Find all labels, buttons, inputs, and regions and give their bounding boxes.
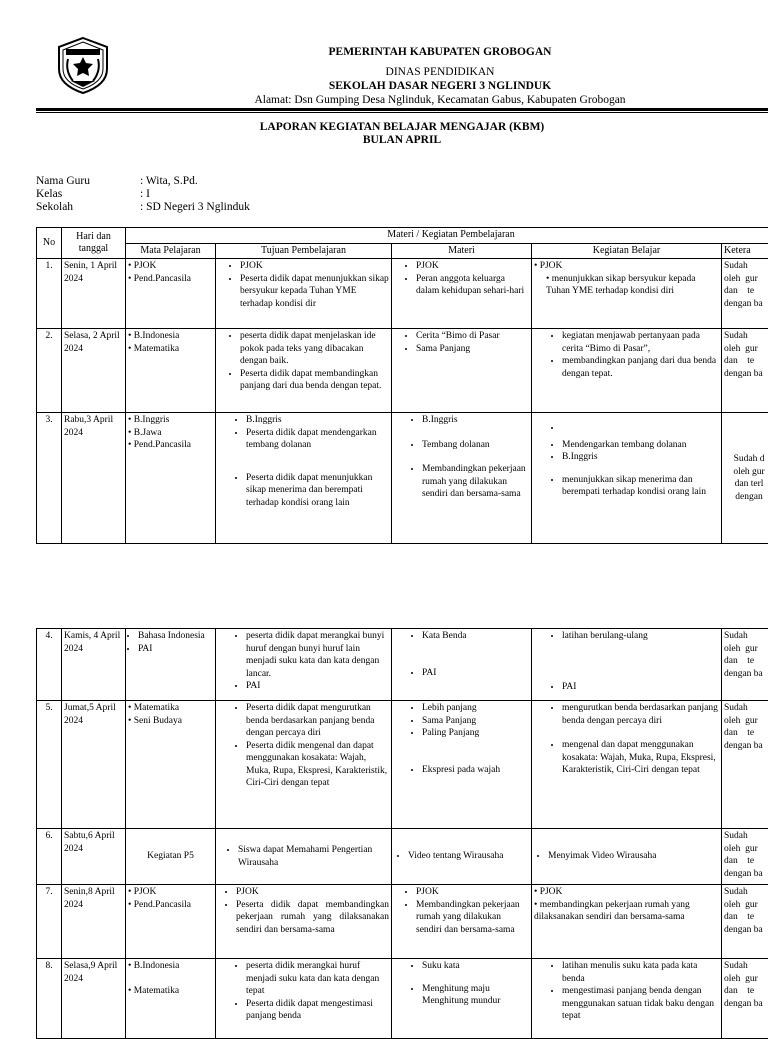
row-no: 1. bbox=[37, 259, 62, 329]
list-item: • peserta didik dapat merangkai bunyi huruf dengan bunyi huruf lain menjadi suku kata dan kata dengan lancar. bbox=[246, 630, 389, 680]
identity-guru bbox=[36, 175, 198, 188]
list-item: • Kata Benda bbox=[422, 630, 529, 643]
list-item: • PJOK bbox=[534, 260, 719, 273]
list-item: • Mendengarkan tembang dolanan bbox=[562, 439, 719, 452]
col-header-hari: Hari dan tanggal bbox=[62, 228, 126, 259]
list-item: • Peserta didik dapat menunjukkan sikap bersyukur kepada Tuhan YME terhadap kondisi dir bbox=[240, 273, 389, 311]
list-item: • Sama Panjang bbox=[422, 715, 529, 728]
list-item: • B.Inggris bbox=[422, 414, 529, 427]
row-hari: Selasa, 2 April 2024 bbox=[62, 329, 126, 413]
sekolah-label: Sekolah bbox=[36, 201, 140, 214]
list-item: • Pend.Pancasila bbox=[128, 273, 213, 286]
table-row bbox=[37, 701, 768, 829]
table-row bbox=[37, 259, 768, 329]
report-title: LAPORAN KEGIATAN BELAJAR MENGAJAR (KBM) bbox=[36, 121, 768, 134]
header-rule-thick bbox=[36, 108, 768, 111]
list-item: • peserta didik dapat menjelaskan ide pokok pada teks yang dibacakan dengan baik. bbox=[240, 330, 389, 368]
list-item: • Peserta didik dapat mengurutkan benda berdasarkan panjang benda dengan percaya diri bbox=[246, 702, 389, 740]
header-department: DINAS PENDIDIKAN bbox=[120, 65, 760, 79]
list-item: • PJOK bbox=[416, 260, 529, 273]
list-item: • kegiatan menjawab pertanyaan pada cerita “Bimo di Pasar”, bbox=[562, 330, 719, 355]
list-item: • Menyimak Video Wirausaha bbox=[548, 850, 719, 863]
list-item: • B.Inggris bbox=[562, 451, 719, 464]
row-materi bbox=[392, 829, 532, 885]
row-materi bbox=[392, 413, 532, 544]
list-item: • Peserta didik dapat mendengarkan tembang dolanan bbox=[246, 427, 389, 452]
list-item: • peserta didik merangkai huruf menjadi suku kata dan kata dengan tepat bbox=[246, 960, 389, 998]
row-kegiatan bbox=[532, 701, 722, 829]
list-item: • Ekspresi pada wajah bbox=[422, 764, 529, 777]
header-school: SEKOLAH DASAR NEGERI 3 NGLINDUK bbox=[120, 79, 760, 93]
row-materi bbox=[392, 959, 532, 1039]
guru-label: Nama Guru bbox=[36, 175, 140, 188]
list-item: • Peserta didik dapat membandingkan pekerjaan rumah yang dilaksanakan sendiri dan bersama-sama bbox=[236, 899, 389, 937]
row-no: 5. bbox=[37, 701, 62, 829]
list-item: • Matematika bbox=[128, 343, 213, 356]
table-row bbox=[37, 959, 768, 1039]
row-hari: Senin, 1 April 2024 bbox=[62, 259, 126, 329]
row-no: 2. bbox=[37, 329, 62, 413]
col-header-keterangan: Ketera bbox=[722, 243, 768, 259]
row-keterangan: Sudah oleh gur dan te dengan ba bbox=[722, 701, 768, 829]
identity-kelas bbox=[36, 188, 150, 201]
row-tujuan bbox=[216, 413, 392, 544]
row-hari: Sabtu,6 April 2024 bbox=[62, 829, 126, 885]
row-materi bbox=[392, 329, 532, 413]
row-mapel bbox=[126, 701, 216, 829]
list-item bbox=[562, 422, 719, 435]
list-item: • latihan berulang-ulang bbox=[562, 630, 719, 643]
row-kegiatan bbox=[532, 959, 722, 1039]
row-no: 6. bbox=[37, 829, 62, 885]
row-hari: Rabu,3 April 2024 bbox=[62, 413, 126, 544]
kbm-table-part2 bbox=[36, 628, 768, 1039]
list-item: • mengestimasi panjang benda dengan menggunakan satuan tidak baku dengan tepat bbox=[562, 985, 719, 1023]
row-hari: Selasa,9 April 2024 bbox=[62, 959, 126, 1039]
list-item: • Pend.Pancasila bbox=[128, 439, 213, 452]
list-item: • Matematika bbox=[128, 702, 213, 715]
kbm-table-part1 bbox=[36, 227, 768, 544]
col-header-mapel: Mata Pelajaran bbox=[126, 243, 216, 259]
row-mapel bbox=[126, 259, 216, 329]
list-item: • PAI bbox=[138, 643, 213, 656]
list-item: • menunjukkan sikap menerima dan berempati terhadap kondisi orang lain bbox=[562, 474, 719, 499]
row-tujuan bbox=[216, 701, 392, 829]
list-item: • PJOK bbox=[416, 886, 529, 899]
list-item: • Sama Panjang bbox=[416, 343, 529, 356]
list-item: • Paling Panjang bbox=[422, 727, 529, 740]
row-tujuan bbox=[216, 829, 392, 885]
list-item: • PAI bbox=[246, 680, 389, 693]
list-item: • Tembang dolanan bbox=[422, 439, 529, 452]
list-item: • PAI bbox=[422, 667, 529, 680]
row-no: 7. bbox=[37, 885, 62, 959]
table-row bbox=[37, 629, 768, 701]
list-item: • Video tentang Wirausaha bbox=[408, 850, 529, 863]
list-item: • Peserta didik mengenal dan dapat menggunakan kosakata: Wajah, Muka, Rupa, Ekspresi, Karakteristik, Ciri-Ciri dengan tepat bbox=[246, 740, 389, 790]
list-item: • B.Indonesia bbox=[128, 960, 213, 973]
list-item: • Seni Budaya bbox=[128, 715, 213, 728]
row-keterangan: Sudah oleh gur dan te dengan ba bbox=[722, 629, 768, 701]
row-keterangan: Sudah oleh gur dan te dengan ba bbox=[722, 259, 768, 329]
list-item: • PAI bbox=[562, 681, 719, 694]
row-hari: Kamis, 4 April 2024 bbox=[62, 629, 126, 701]
row-kegiatan bbox=[532, 829, 722, 885]
list-item: • Siswa dapat Memahami Pengertian Wirausaha bbox=[238, 844, 389, 869]
col-header-materi: Materi bbox=[392, 243, 532, 259]
sekolah-value: : SD Negeri 3 Nglinduk bbox=[140, 201, 250, 213]
list-item: • Peserta didik dapat membandingkan panjang dari dua benda dengan tepat. bbox=[240, 368, 389, 393]
row-keterangan: Sudah oleh gur dan te dengan ba bbox=[722, 329, 768, 413]
list-item: • B.Indonesia bbox=[128, 330, 213, 343]
list-item: • PJOK bbox=[128, 886, 213, 899]
row-no: 4. bbox=[37, 629, 62, 701]
row-tujuan bbox=[216, 329, 392, 413]
row-mapel bbox=[126, 329, 216, 413]
row-materi bbox=[392, 259, 532, 329]
list-item: • Pend.Pancasila bbox=[128, 899, 213, 912]
list-item: • Membandingkan pekerjaan rumah yang dilakukan sendiri dan bersama-sama bbox=[422, 463, 529, 501]
list-item: • B.Inggris bbox=[246, 414, 389, 427]
table-row bbox=[37, 329, 768, 413]
table-row bbox=[37, 885, 768, 959]
row-mapel bbox=[126, 629, 216, 701]
kelas-label: Kelas bbox=[36, 188, 140, 201]
list-item: • Peran anggota keluarga dalam kehidupan sehari-hari bbox=[416, 273, 529, 298]
row-mapel: Kegiatan P5 bbox=[126, 829, 216, 885]
col-header-no: No bbox=[37, 228, 62, 259]
list-item: • Bahasa Indonesia bbox=[138, 630, 213, 643]
row-keterangan: Sudah oleh gur dan te dengan ba bbox=[722, 959, 768, 1039]
list-item: • Peserta didik dapat mengestimasi panjang benda bbox=[246, 998, 389, 1023]
row-tujuan bbox=[216, 959, 392, 1039]
list-item: • Suku kata bbox=[422, 960, 529, 973]
list-item: • B.Inggris bbox=[128, 414, 213, 427]
list-item: • B.Jawa bbox=[128, 427, 213, 440]
list-item: • PJOK bbox=[236, 886, 389, 899]
list-item: • menunjukkan sikap bersyukur kepada Tuhan YME terhadap kondisi diri bbox=[534, 273, 719, 298]
row-tujuan bbox=[216, 885, 392, 959]
table-row bbox=[37, 413, 768, 544]
list-item: • PJOK bbox=[240, 260, 389, 273]
list-item: • mengenal dan dapat menggunakan kosakata: Wajah, Muka, Rupa, Ekspresi, Karakteristik, Ciri-Ciri dengan tepat bbox=[562, 739, 719, 777]
col-header-tujuan: Tujuan Pembelajaran bbox=[216, 243, 392, 259]
list-item: • Lebih panjang bbox=[422, 702, 529, 715]
header-address: Alamat: Dsn Gumping Desa Nglinduk, Kecamatan Gabus, Kabupaten Grobogan bbox=[120, 93, 760, 107]
row-tujuan bbox=[216, 259, 392, 329]
identity-sekolah bbox=[36, 201, 250, 214]
row-kegiatan bbox=[532, 329, 722, 413]
row-no: 8. bbox=[37, 959, 62, 1039]
col-header-group: Materi / Kegiatan Pembelajaran bbox=[126, 228, 768, 244]
row-keterangan: Sudah oleh gur dan te dengan ba bbox=[722, 885, 768, 959]
row-materi bbox=[392, 885, 532, 959]
list-item: • Peserta didik dapat menunjukkan sikap menerima dan berempati terhadap kondisi orang lain bbox=[246, 472, 389, 510]
table-row bbox=[37, 829, 768, 885]
row-tujuan bbox=[216, 629, 392, 701]
row-kegiatan bbox=[532, 259, 722, 329]
row-hari: Jumat,5 April 2024 bbox=[62, 701, 126, 829]
list-item: • Matematika bbox=[128, 985, 213, 998]
row-no: 3. bbox=[37, 413, 62, 544]
report-subtitle: BULAN APRIL bbox=[36, 134, 768, 147]
row-kegiatan bbox=[532, 629, 722, 701]
grobogan-emblem-logo bbox=[53, 35, 113, 95]
list-item: • Menghitung maju Menghitung mundur bbox=[422, 983, 529, 1008]
header-government: PEMERINTAH KABUPATEN GROBOGAN bbox=[120, 45, 760, 59]
kelas-value: : I bbox=[140, 188, 150, 200]
row-kegiatan bbox=[532, 885, 722, 959]
list-item: • Membandingkan pekerjaan rumah yang dilakukan sendiri dan bersama-sama bbox=[416, 899, 529, 937]
list-item: • PJOK bbox=[128, 260, 213, 273]
row-mapel bbox=[126, 959, 216, 1039]
col-header-kegiatan: Kegiatan Belajar bbox=[532, 243, 722, 259]
list-item: • membandingkan pekerjaan rumah yang dilaksanakan sendiri dan bersama-sama bbox=[534, 899, 719, 924]
list-item: • membandingkan panjang dari dua benda dengan tepat. bbox=[562, 355, 719, 380]
guru-value: : Wita, S.Pd. bbox=[140, 175, 198, 187]
list-item: • latihan menulis suku kata pada kata benda bbox=[562, 960, 719, 985]
row-mapel bbox=[126, 413, 216, 544]
row-kegiatan bbox=[532, 413, 722, 544]
row-keterangan: Sudah oleh gur dan te dengan ba bbox=[722, 829, 768, 885]
row-mapel bbox=[126, 885, 216, 959]
list-item: • Cerita “Bimo di Pasar bbox=[416, 330, 529, 343]
row-keterangan: Sudah d oleh gur dan terl dengan bbox=[722, 413, 768, 544]
header-rule-thin bbox=[36, 112, 768, 113]
row-hari: Senin,8 April 2024 bbox=[62, 885, 126, 959]
list-item: • mengurutkan benda berdasarkan panjang benda dengan percaya diri bbox=[562, 702, 719, 727]
list-item: • PJOK bbox=[534, 886, 719, 899]
row-materi bbox=[392, 701, 532, 829]
row-materi bbox=[392, 629, 532, 701]
